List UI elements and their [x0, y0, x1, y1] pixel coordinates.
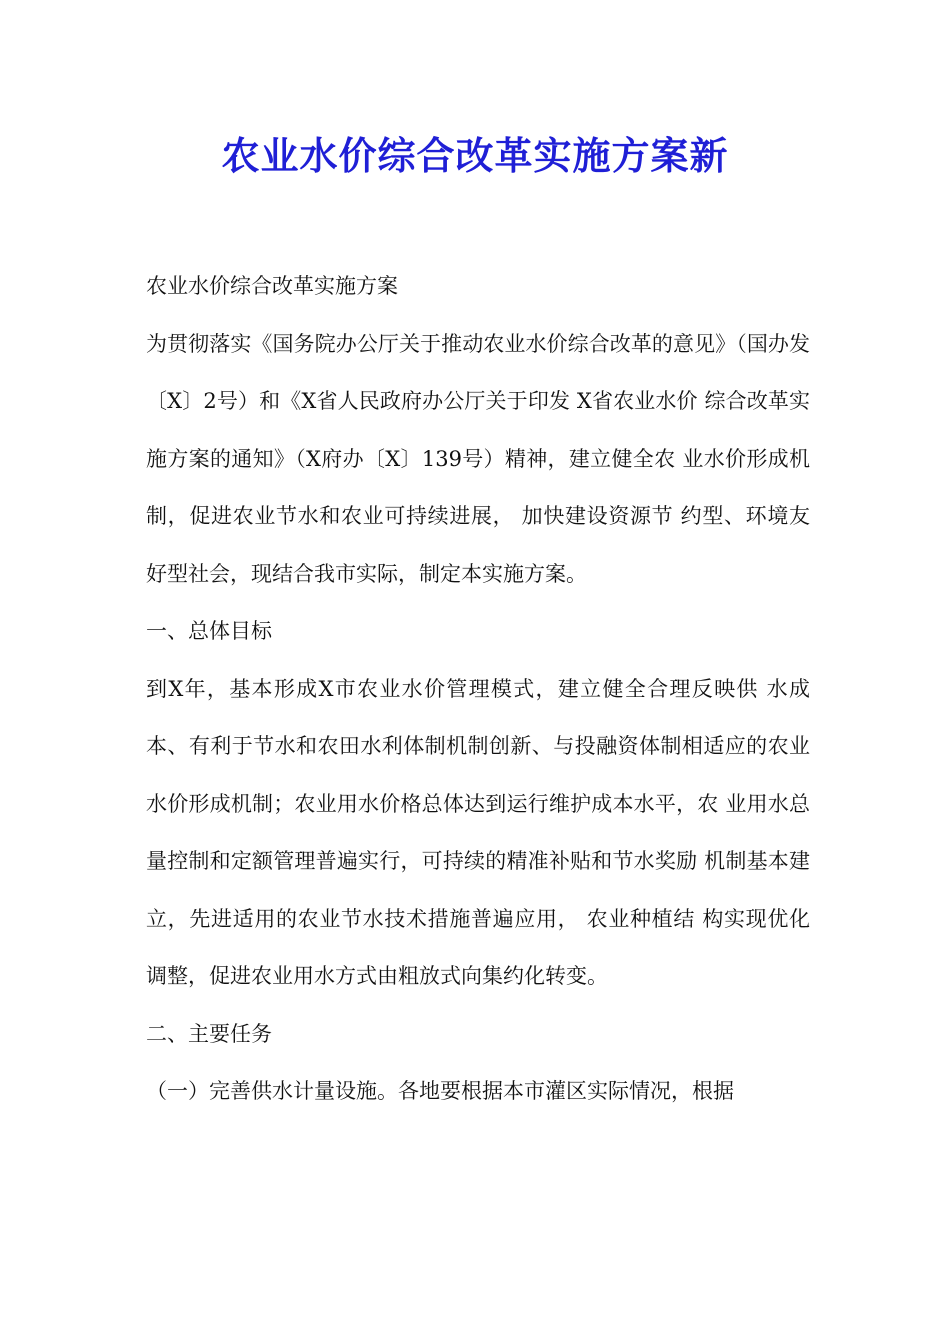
section-heading-overall-goals: 一、总体目标	[146, 619, 272, 643]
document-body	[146, 258, 810, 1121]
paragraph-task-1: （一）完善供水计量设施。各地要根据本市灌区实际情况，根据	[146, 1079, 734, 1103]
section-heading-main-tasks: 二、主要任务	[146, 1021, 272, 1046]
paragraph-overall-goals: 到X年，基本形成X市农业水价管理模式，建立健全合理反映供 水成本、有利于节水和农田水利体制机制创新、与投融资体制相适应的农业水价形成机制；农业用水价格总体达到运行维护成本水平，农 业用水总量控制和定额管理普遍实行，可持续的精准补贴和节水奖励 机制基本建立，先进适用的农业节水技术措施普遍应用， 农业种植结 构实现优化调整，促进农业用水方式由粗放式向集约化转变。	[146, 676, 810, 988]
paragraph-intro: 为贯彻落实《国务院办公厅关于推动农业水价综合改革的意见》（国办发〔X〕2号）和《X省人民政府办公厅关于印发 X省农业水价 综合改革实施方案的通知》（X府办〔X〕139号）精神，建立健全农 业水价形成机制，促进农业节水和农业可持续进展， 加快建设资源节 约型、环境友好型社会，现结合我市实际，制定本实施方案。	[146, 331, 810, 586]
paragraph-subtitle: 农业水价综合改革实施方案	[146, 274, 398, 298]
document-title: 农业水价综合改革实施方案新	[221, 133, 729, 178]
